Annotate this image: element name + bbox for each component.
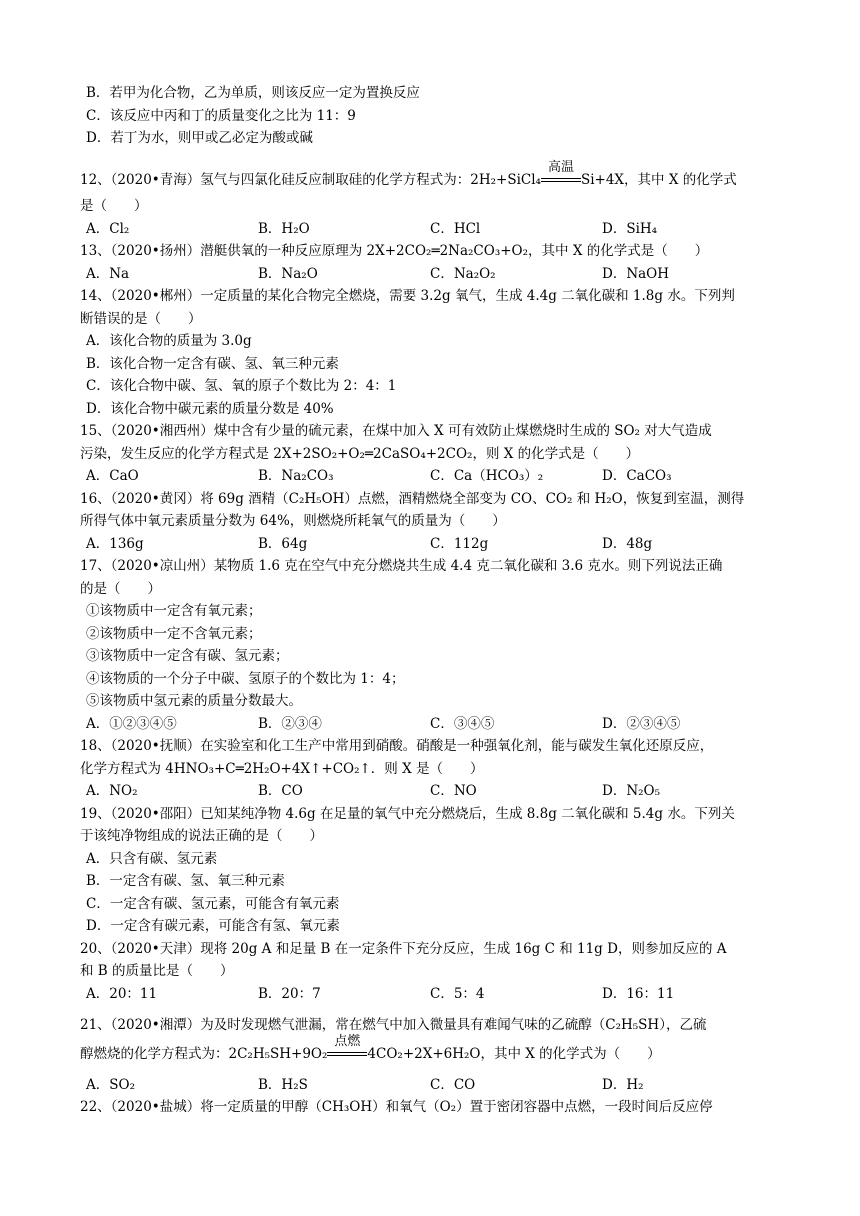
q17-options xyxy=(86,714,806,734)
option-a: A．Na xyxy=(86,266,130,282)
option-b: B．20：7 xyxy=(258,986,321,1002)
q14-option-d: D．该化合物中碳元素的质量分数是 40% xyxy=(86,401,334,417)
option-b: B．CO xyxy=(258,783,303,799)
q21-equation-left: 醇燃烧的化学方程式为：2C₂H₅SH+9O₂ xyxy=(80,1046,328,1062)
option-a: A．136g xyxy=(86,536,144,552)
q19-option-b: B．一定含有碳、氢、氧三种元素 xyxy=(86,873,285,889)
q22-stem: 22、（2020•盐城）将一定质量的甲醇（CH₃OH）和氧气（O₂）置于密闭容器中点燃，一段时间后反应停 xyxy=(80,1099,713,1115)
q17-stem: 17、（2020•凉山州）某物质 1.6 克在空气中充分燃烧共生成 4.4 克二氧化碳和 3.6 克水。则下列说法正确 xyxy=(80,558,723,574)
option-d: D．H₂ xyxy=(602,1077,644,1093)
q21-stem: 21、（2020•湘潭）为及时发现燃气泄漏，常在燃气中加入微量具有难闻气味的乙硫醇（C₂H₅SH），乙硫 xyxy=(80,1017,707,1033)
option-d: D．②③④⑤ xyxy=(602,716,681,732)
option-c: C．5：4 xyxy=(430,986,485,1002)
q15-stem-cont: 污染，发生反应的化学方程式是 2X+2SO₂+O₂═2CaSO₄+2CO₂，则 X 的化学式是（ ） xyxy=(80,446,640,462)
q20-stem-cont: 和 B 的质量比是（ ） xyxy=(80,963,234,979)
option-d: D．SiH₄ xyxy=(602,221,658,237)
q11-option-b: B．若甲为化合物，乙为单质，则该反应一定为置换反应 xyxy=(86,85,420,101)
q17-statement-4: ④该物质的一个分子中碳、氢原子的个数比为 1：4； xyxy=(86,671,405,687)
q17-statement-3: ③该物质中一定含有碳、氢元素； xyxy=(86,648,289,664)
q14-option-a: A．该化合物的质量为 3.0g xyxy=(86,333,252,349)
q16-stem-cont: 所得气体中氧元素质量分数为 64%，则燃烧所耗氧气的质量为（ ） xyxy=(80,513,506,529)
q17-stem-cont: 的是（ ） xyxy=(80,581,161,597)
q16-options xyxy=(86,534,806,554)
q19-option-d: D．一定含有碳元素，可能含有氢、氧元素 xyxy=(86,918,340,934)
option-a: A．①②③④⑤ xyxy=(86,716,177,732)
option-c: C．112g xyxy=(430,536,489,552)
q15-stem: 15、（2020•湘西州）煤中含有少量的硫元素，在煤中加入 X 可有效防止煤燃烧时生成的 SO₂ 对大气造成 xyxy=(80,423,712,439)
q14-option-c: C．该化合物中碳、氢、氧的原子个数比为 2：4：1 xyxy=(86,378,397,394)
q18-stem: 18、（2020•抚顺）在实验室和化工生产中常用到硝酸。硝酸是一种强氧化剂，能与碳发生氧化还原反应， xyxy=(80,738,714,754)
q19-stem-cont: 于该纯净物组成的说法正确的是（ ） xyxy=(80,828,323,844)
q12-stem xyxy=(80,160,737,190)
condition-text: 点燃 xyxy=(334,1034,361,1049)
option-c: C．Ca（HCO₃）₂ xyxy=(430,468,544,484)
q17-statement-5: ⑤该物质中氢元素的质量分数最大。 xyxy=(86,693,302,709)
q19-stem: 19、（2020•邵阳）已知某纯净物 4.6g 在足量的氧气中充分燃烧后，生成 8.8g 二氧化碳和 5.4g 水。下列关 xyxy=(80,806,735,822)
q12-stem-cont: 是（ ） xyxy=(80,198,148,214)
q14-option-b: B．该化合物一定含有碳、氢、氧三种元素 xyxy=(86,356,339,372)
q14-stem: 14、（2020•郴州）一定质量的某化合物完全燃烧，需要 3.2g 氧气，生成 4.4g 二氧化碳和 1.8g 水。下列判 xyxy=(80,288,735,304)
q20-options xyxy=(86,984,806,1004)
option-d: D．NaOH xyxy=(602,266,670,282)
option-c: C．CO xyxy=(430,1077,476,1093)
q20-stem: 20、（2020•天津）现将 20g A 和足量 B 在一定条件下充分反应，生成 16g C 和 11g D，则参加反应的 A xyxy=(80,941,727,957)
option-c: C．③④⑤ xyxy=(430,716,495,732)
option-b: B．H₂O xyxy=(258,221,310,237)
q19-option-a: A．只含有碳、氢元素 xyxy=(86,851,218,867)
option-c: C．Na₂O₂ xyxy=(430,266,496,282)
option-b: B．②③④ xyxy=(258,716,322,732)
reaction-condition xyxy=(327,1034,367,1064)
option-c: C．HCl xyxy=(430,221,481,237)
q17-statement-1: ①该物质中一定含有氧元素； xyxy=(86,603,262,619)
q11-option-c: C．该反应中丙和丁的质量变化之比为 11：9 xyxy=(86,108,356,124)
q15-options xyxy=(86,466,806,486)
q12-options xyxy=(86,219,806,239)
condition-text: 高温 xyxy=(547,160,574,175)
option-b: B．64g xyxy=(258,536,308,552)
q14-stem-cont: 断错误的是（ ） xyxy=(80,311,202,327)
option-d: D．16：11 xyxy=(602,986,675,1002)
option-b: B．Na₂O xyxy=(258,266,318,282)
q18-stem-cont: 化学方程式为 4HNO₃+C═2H₂O+4X↑+CO₂↑．则 X 是（ ） xyxy=(80,761,484,777)
option-d: D．CaCO₃ xyxy=(602,468,672,484)
option-a: A．CaO xyxy=(86,468,139,484)
q21-equation-right: 4CO₂+2X+6H₂O，其中 X 的化学式为（ ） xyxy=(367,1046,661,1062)
reaction-condition xyxy=(541,160,581,190)
q21-options xyxy=(86,1075,806,1095)
option-a: A．20：11 xyxy=(86,986,158,1002)
option-a: A．NO₂ xyxy=(86,783,138,799)
q18-options xyxy=(86,781,806,801)
q11-option-d: D．若丁为水，则甲或乙必定为酸或碱 xyxy=(86,130,313,146)
q13-stem: 13、（2020•扬州）潜艇供氧的一种反应原理为 2X+2CO₂═2Na₂CO₃+O₂，其中 X 的化学式是（ ） xyxy=(80,243,709,259)
option-a: A．Cl₂ xyxy=(86,221,130,237)
option-b: B．H₂S xyxy=(258,1077,308,1093)
q16-stem: 16、（2020•黄冈）将 69g 酒精（C₂H₅OH）点燃，酒精燃烧全部变为 CO、CO₂ 和 H₂O，恢复到室温，测得 xyxy=(80,491,745,507)
q12-equation-right: Si+4X，其中 X 的化学式 xyxy=(580,172,737,188)
q21-equation xyxy=(80,1034,661,1064)
option-b: B．Na₂CO₃ xyxy=(258,468,334,484)
option-d: D．N₂O₅ xyxy=(602,783,661,799)
q17-statement-2: ②该物质中一定不含氧元素； xyxy=(86,626,262,642)
q13-options xyxy=(86,264,806,284)
q12-equation-left: 12、（2020•青海）氢气与四氯化硅反应制取硅的化学方程式为：2H₂+SiCl₄ xyxy=(80,172,541,188)
option-d: D．48g xyxy=(602,536,653,552)
q19-option-c: C．一定含有碳、氢元素，可能含有氧元素 xyxy=(86,896,340,912)
option-c: C．NO xyxy=(430,783,477,799)
option-a: A．SO₂ xyxy=(86,1077,135,1093)
